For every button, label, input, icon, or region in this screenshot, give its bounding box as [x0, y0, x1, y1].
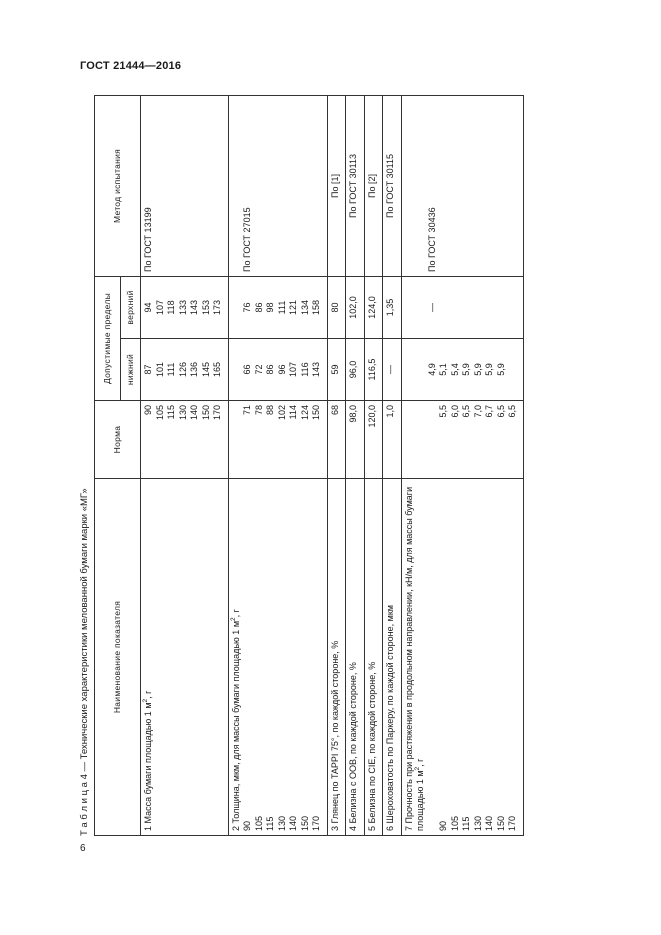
lower-cell: [346, 339, 365, 401]
lower-value: 5,1: [438, 363, 448, 376]
page-number: 6: [80, 843, 86, 854]
norm-value: 6,5: [507, 405, 517, 418]
norm-value: 71: [242, 405, 252, 416]
upper-cell: [364, 276, 383, 338]
upper-value: 158: [311, 299, 321, 316]
norm-cell: [383, 401, 402, 479]
upper-cell: [383, 276, 402, 338]
upper-cell: [141, 276, 229, 338]
upper-cell: [228, 276, 327, 338]
indicator-cell: [228, 479, 327, 836]
lower-value: 5,9: [495, 363, 506, 376]
lower-value: 145: [200, 361, 211, 378]
sub-item: 150: [495, 815, 506, 831]
upper-value: 118: [166, 300, 176, 315]
table-row: [327, 95, 346, 835]
lower-cell: [401, 339, 523, 401]
sub-item: 90: [242, 820, 252, 831]
lower-value: 5,9: [484, 363, 494, 376]
upper-value: 124,0: [366, 296, 377, 319]
indicator-name: 6 Шероховатость по Паркеру, по каждой стороне, мкм: [385, 605, 395, 831]
norm-value: 6,0: [449, 405, 460, 418]
upper-value: 80: [329, 302, 340, 313]
norm-value: 150: [200, 405, 211, 421]
upper-value: 173: [212, 299, 222, 316]
spacer: [231, 343, 243, 396]
sub-item: 105: [253, 815, 264, 831]
norm-cell: [228, 401, 327, 479]
lower-value: 5,9: [472, 363, 483, 376]
sub-item: 170: [311, 815, 321, 831]
lower-value: 116,5: [366, 358, 377, 381]
lower-cell: [141, 339, 229, 401]
sub-item: 130: [472, 815, 483, 831]
indicator-name-cont: площадью 1 $м^2$, г: [414, 758, 425, 831]
upper-value: 143: [189, 299, 199, 316]
upper-value: 134: [299, 299, 310, 316]
lower-value: —: [385, 365, 395, 374]
norm-value: 170: [212, 405, 222, 421]
method-value: По [2]: [366, 174, 377, 198]
table-row: [141, 95, 229, 835]
lower-value: 5,4: [449, 363, 460, 376]
spacer: [415, 100, 427, 272]
method-value: По ГОСТ 27015: [242, 207, 252, 272]
upper-dash: —: [426, 303, 437, 312]
norm-value: 114: [288, 405, 298, 420]
upper-value: 86: [253, 302, 264, 313]
lower-value: 72: [253, 364, 264, 375]
table-row: [346, 95, 365, 835]
spacer: [404, 100, 416, 272]
norm-value: 88: [265, 405, 275, 416]
spacer: [404, 405, 416, 474]
norm-value: 124: [299, 405, 310, 421]
lower-cell: [383, 339, 402, 401]
indicator-name: 3 Глянец по TAPPI 75°, по каждой стороне, %: [329, 640, 340, 831]
sub-item: 115: [461, 816, 471, 831]
method-value: По [1]: [329, 174, 340, 198]
upper-value: 107: [154, 299, 165, 316]
header-name: Наименование показателя: [95, 479, 141, 836]
indicator-cell: [327, 479, 346, 836]
specifications-table: [94, 95, 524, 836]
lower-cell: [327, 339, 346, 401]
indicator-name: 7 Прочность при растяжении в продольном направлении, кН/м, для массы бумаги: [403, 486, 414, 831]
sub-item: 170: [507, 815, 517, 831]
norm-value: 6,5: [461, 405, 471, 418]
table-row: [364, 95, 383, 835]
norm-value: 120,0: [366, 405, 377, 428]
norm-value: 102: [276, 405, 287, 421]
norm-value: 5,5: [438, 405, 448, 418]
indicator-cell: [141, 479, 229, 836]
upper-value: 94: [143, 302, 153, 313]
spacer: [404, 281, 416, 334]
spacer: [231, 281, 243, 334]
norm-value: 1,0: [385, 405, 395, 418]
method-cell: [383, 95, 402, 276]
spacer: [404, 343, 416, 396]
lower-value: 96: [276, 364, 287, 375]
sub-item: 105: [449, 815, 460, 831]
lower-value: 86: [265, 364, 275, 375]
norm-value: 6,7: [484, 405, 494, 418]
norm-value: 90: [143, 405, 153, 416]
document-header: ГОСТ 21444—2016: [80, 60, 182, 72]
upper-cell: [327, 276, 346, 338]
method-cell: [228, 95, 327, 276]
norm-cell: [346, 401, 365, 479]
header-limits: Допустимые пределы: [95, 276, 121, 400]
norm-value: 7,0: [472, 405, 483, 418]
upper-value: 121: [288, 299, 298, 316]
table-row: [401, 95, 523, 835]
norm-value: 115: [166, 405, 176, 420]
header-method: Метод испытания: [95, 95, 141, 276]
spacer: [231, 100, 243, 272]
lower-value: 5,9: [461, 363, 471, 376]
method-cell: [327, 95, 346, 276]
method-cell: [346, 95, 365, 276]
method-value: По ГОСТ 30115: [385, 154, 395, 218]
table-caption: Т а б л и ц а 4 — Технические характеристики мелованной бумаги марки «МГ»: [79, 488, 90, 836]
indicator-cell: [346, 479, 365, 836]
norm-cell: [141, 401, 229, 479]
lower-value: 116: [299, 362, 310, 377]
lower-cell: [228, 339, 327, 401]
upper-cell: [401, 276, 523, 338]
upper-value: 111: [276, 300, 287, 315]
indicator-cell: [364, 479, 383, 836]
upper-value: 153: [200, 299, 211, 316]
sub-item: 140: [288, 815, 298, 831]
sub-item: 150: [299, 815, 310, 831]
indicator-name: 4 Белизна с ООВ, по каждой стороне, %: [348, 662, 358, 831]
method-cell: [401, 95, 523, 276]
lower-value: 143: [311, 361, 321, 378]
upper-value: 133: [177, 299, 188, 316]
lower-value: 126: [177, 361, 188, 378]
header-upper: верхний: [121, 276, 141, 338]
sub-item: 90: [438, 820, 448, 831]
lower-cell: [364, 339, 383, 401]
upper-value: 98: [265, 302, 275, 313]
lower-value: 87: [143, 364, 153, 375]
norm-cell: [401, 401, 523, 479]
indicator-cell: [401, 479, 523, 836]
sub-item: 130: [276, 815, 287, 831]
method-cell: [364, 95, 383, 276]
spacer: [427, 405, 439, 474]
spacer: [231, 405, 243, 474]
method-cell: [141, 95, 229, 276]
norm-value: 140: [189, 405, 199, 421]
method-value: По ГОСТ 13199: [143, 207, 153, 272]
lower-value: 111: [166, 362, 176, 377]
lower-value: 59: [329, 364, 340, 375]
norm-value: 98,0: [348, 405, 358, 423]
norm-value: 150: [311, 405, 321, 421]
norm-value: 130: [177, 405, 188, 421]
spacer: [415, 405, 427, 474]
spacer: [427, 483, 439, 831]
method-value: По ГОСТ 30113: [348, 154, 358, 218]
norm-cell: [364, 401, 383, 479]
lower-value: 136: [189, 361, 199, 378]
norm-value: 105: [154, 405, 165, 421]
table-caption-container: [79, 96, 91, 836]
upper-value: 102,0: [348, 296, 358, 319]
lower-value: 4,9: [426, 363, 437, 376]
indicator-name: 2 Толщина, мкм, для массы бумаги площадью 1 $м^2$, г: [229, 609, 241, 831]
table-rotator: [94, 96, 582, 836]
lower-value: 107: [288, 361, 298, 378]
upper-value: 1,35: [385, 298, 395, 317]
norm-value: 78: [253, 405, 264, 416]
lower-value: 66: [242, 364, 252, 375]
header-lower: нижний: [121, 339, 141, 401]
table-container: [94, 96, 582, 836]
spacer: [415, 343, 427, 396]
indicator-name: 1 Масса бумаги площадью 1 $м^2$, г: [142, 690, 153, 831]
indicator-cell: [383, 479, 402, 836]
table-row: [383, 95, 402, 835]
table-row: [228, 95, 327, 835]
spacer: [415, 281, 427, 334]
norm-cell: [327, 401, 346, 479]
upper-cell: [346, 276, 365, 338]
method-value: По ГОСТ 30436: [426, 207, 437, 272]
lower-value: 96,0: [348, 360, 358, 379]
sub-item: 140: [484, 815, 494, 831]
norm-value: 68: [329, 405, 340, 416]
lower-value: 165: [212, 361, 222, 378]
upper-value: 76: [242, 302, 252, 313]
lower-value: 101: [154, 361, 165, 378]
indicator-name: 5 Белизна по CIE, по каждой стороне, %: [366, 661, 377, 831]
sub-item: 115: [265, 816, 275, 831]
header-norm: Норма: [95, 401, 141, 479]
norm-value: 6,5: [495, 405, 506, 418]
